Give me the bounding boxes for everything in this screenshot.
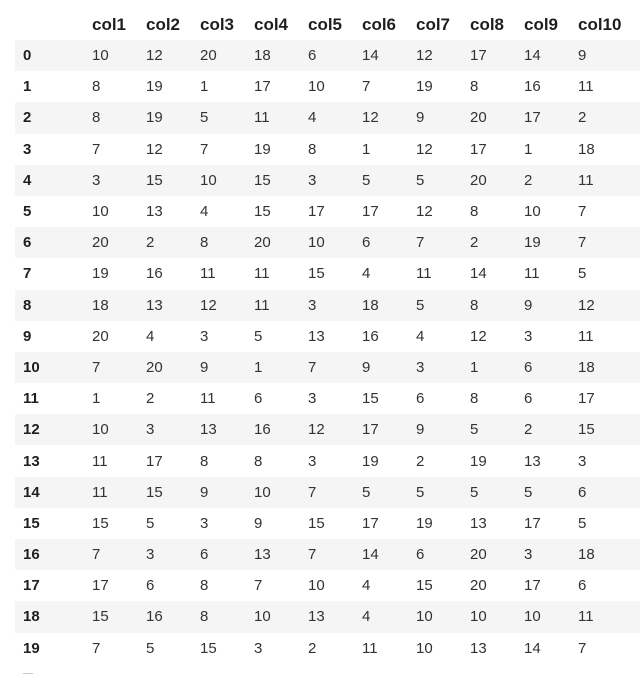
- cell-col8: 8: [470, 296, 479, 314]
- cell-col4: 15: [254, 203, 271, 221]
- cell-col5: 3: [308, 296, 317, 314]
- dataframe-table: [15, 9, 640, 664]
- cell-col8: 2: [470, 234, 479, 252]
- cell-col6: 19: [362, 452, 379, 470]
- table-row: [15, 258, 640, 289]
- cell-col4: 8: [254, 452, 263, 470]
- cell-col3: 12: [200, 296, 217, 314]
- cell-col9: 6: [524, 358, 533, 376]
- column-header-col6: col6: [362, 14, 397, 34]
- cell-col10: 5: [578, 265, 587, 283]
- cell-col1: 1: [92, 390, 101, 408]
- row-index: 2: [23, 109, 32, 127]
- table-row: [15, 601, 640, 632]
- cell-col3: 20: [200, 47, 217, 65]
- cell-col2: 13: [146, 203, 163, 221]
- dataframe-output: [15, 9, 640, 664]
- cell-col4: 5: [254, 327, 263, 345]
- cell-col8: 20: [470, 109, 487, 127]
- cell-col10: 7: [578, 639, 587, 657]
- table-body: [15, 40, 640, 664]
- cell-col7: 7: [416, 234, 425, 252]
- truncated-row-marker: [23, 673, 33, 677]
- row-index: 14: [23, 483, 40, 501]
- cell-col8: 13: [470, 514, 487, 532]
- table-row: [15, 445, 640, 476]
- header-row: [15, 9, 640, 40]
- cell-col2: 17: [146, 452, 163, 470]
- cell-col8: 19: [470, 452, 487, 470]
- cell-col1: 15: [92, 608, 109, 626]
- cell-col3: 15: [200, 639, 217, 657]
- cell-col7: 9: [416, 109, 425, 127]
- cell-col2: 15: [146, 483, 163, 501]
- table-row: [15, 633, 640, 664]
- cell-col7: 5: [416, 171, 425, 189]
- table-row: [15, 165, 640, 196]
- cell-col9: 10: [524, 203, 541, 221]
- row-index: 1: [23, 78, 32, 96]
- cell-col7: 15: [416, 577, 433, 595]
- cell-col5: 2: [308, 639, 317, 657]
- cell-col5: 12: [308, 421, 325, 439]
- row-index: 12: [23, 421, 40, 439]
- cell-col4: 10: [254, 608, 271, 626]
- cell-col2: 12: [146, 47, 163, 65]
- cell-col7: 12: [416, 140, 433, 158]
- column-header-col2: col2: [146, 14, 181, 34]
- cell-col6: 14: [362, 546, 379, 564]
- cell-col2: 19: [146, 109, 163, 127]
- cell-col10: 12: [578, 296, 595, 314]
- cell-col3: 3: [200, 514, 209, 532]
- cell-col6: 18: [362, 296, 379, 314]
- cell-col4: 16: [254, 421, 271, 439]
- cell-col3: 5: [200, 109, 209, 127]
- cell-col1: 15: [92, 514, 109, 532]
- cell-col9: 19: [524, 234, 541, 252]
- cell-col7: 3: [416, 358, 425, 376]
- cell-col3: 13: [200, 421, 217, 439]
- row-index: 16: [23, 546, 40, 564]
- truncated-next-row: [15, 666, 640, 677]
- table-row: [15, 383, 640, 414]
- cell-col6: 6: [362, 234, 371, 252]
- cell-col5: 10: [308, 234, 325, 252]
- cell-col7: 12: [416, 203, 433, 221]
- cell-col7: 19: [416, 78, 433, 96]
- row-index: 13: [23, 452, 40, 470]
- row-index: 17: [23, 577, 40, 595]
- table-row: [15, 570, 640, 601]
- table-row: [15, 40, 640, 71]
- cell-col2: 4: [146, 327, 155, 345]
- row-index: 6: [23, 234, 32, 252]
- cell-col1: 11: [92, 483, 108, 501]
- cell-col9: 11: [524, 265, 540, 283]
- cell-col8: 14: [470, 265, 487, 283]
- cell-col4: 18: [254, 47, 271, 65]
- cell-col1: 19: [92, 265, 109, 283]
- row-index: 10: [23, 358, 40, 376]
- cell-col9: 17: [524, 109, 541, 127]
- cell-col9: 17: [524, 514, 541, 532]
- cell-col10: 9: [578, 47, 587, 65]
- cell-col4: 10: [254, 483, 271, 501]
- row-index: 15: [23, 514, 40, 532]
- table-row: [15, 321, 640, 352]
- row-index: 3: [23, 140, 32, 158]
- cell-col1: 17: [92, 577, 109, 595]
- cell-col8: 20: [470, 171, 487, 189]
- cell-col7: 9: [416, 421, 425, 439]
- cell-col2: 13: [146, 296, 163, 314]
- cell-col4: 19: [254, 140, 271, 158]
- cell-col9: 14: [524, 639, 541, 657]
- cell-col10: 6: [578, 483, 587, 501]
- cell-col8: 8: [470, 390, 479, 408]
- column-header-col1: col1: [92, 14, 127, 34]
- cell-col1: 7: [92, 546, 101, 564]
- cell-col3: 11: [200, 390, 216, 408]
- cell-col7: 6: [416, 546, 425, 564]
- row-index: 0: [23, 47, 32, 65]
- cell-col2: 3: [146, 421, 155, 439]
- cell-col8: 5: [470, 483, 479, 501]
- column-header-col9: col9: [524, 14, 559, 34]
- cell-col6: 17: [362, 514, 379, 532]
- cell-col10: 17: [578, 390, 595, 408]
- cell-col5: 4: [308, 109, 317, 127]
- table-row: [15, 71, 640, 102]
- cell-col7: 12: [416, 47, 433, 65]
- cell-col4: 6: [254, 390, 263, 408]
- cell-col2: 3: [146, 546, 155, 564]
- cell-col3: 9: [200, 358, 209, 376]
- cell-col9: 14: [524, 47, 541, 65]
- cell-col2: 6: [146, 577, 155, 595]
- cell-col4: 13: [254, 546, 271, 564]
- cell-col4: 1: [254, 358, 263, 376]
- cell-col10: 15: [578, 421, 595, 439]
- cell-col2: 5: [146, 514, 155, 532]
- cell-col4: 20: [254, 234, 271, 252]
- cell-col4: 11: [254, 109, 270, 127]
- cell-col3: 9: [200, 483, 209, 501]
- cell-col7: 4: [416, 327, 425, 345]
- cell-col1: 11: [92, 452, 108, 470]
- cell-col9: 1: [524, 140, 533, 158]
- table-row: [15, 477, 640, 508]
- cell-col3: 8: [200, 608, 209, 626]
- cell-col5: 10: [308, 577, 325, 595]
- cell-col1: 18: [92, 296, 109, 314]
- cell-col5: 10: [308, 78, 325, 96]
- row-index: 19: [23, 639, 40, 657]
- cell-col6: 12: [362, 109, 379, 127]
- cell-col2: 20: [146, 358, 163, 376]
- cell-col1: 10: [92, 47, 109, 65]
- cell-col8: 8: [470, 203, 479, 221]
- cell-col10: 11: [578, 78, 594, 96]
- row-index: 7: [23, 265, 32, 283]
- table-row: [15, 352, 640, 383]
- cell-col1: 8: [92, 78, 101, 96]
- cell-col8: 10: [470, 608, 487, 626]
- cell-col6: 14: [362, 47, 379, 65]
- cell-col5: 15: [308, 265, 325, 283]
- table-row: [15, 508, 640, 539]
- cell-col7: 10: [416, 608, 433, 626]
- cell-col2: 19: [146, 78, 163, 96]
- row-index: 8: [23, 296, 32, 314]
- cell-col8: 20: [470, 546, 487, 564]
- column-header-col5: col5: [308, 14, 343, 34]
- cell-col2: 5: [146, 639, 155, 657]
- cell-col2: 12: [146, 140, 163, 158]
- table-row: [15, 102, 640, 133]
- cell-col10: 11: [578, 327, 594, 345]
- cell-col8: 12: [470, 327, 487, 345]
- cell-col5: 3: [308, 171, 317, 189]
- column-header-col10: col10: [578, 14, 622, 34]
- cell-col3: 1: [200, 78, 209, 96]
- row-index: 18: [23, 608, 40, 626]
- table-row: [15, 290, 640, 321]
- cell-col3: 7: [200, 140, 209, 158]
- cell-col10: 7: [578, 203, 587, 221]
- cell-col9: 5: [524, 483, 533, 501]
- cell-col5: 8: [308, 140, 317, 158]
- cell-col10: 6: [578, 577, 587, 595]
- table-row: [15, 539, 640, 570]
- cell-col9: 9: [524, 296, 533, 314]
- cell-col1: 10: [92, 203, 109, 221]
- cell-col1: 10: [92, 421, 109, 439]
- cell-col4: 15: [254, 171, 271, 189]
- cell-col6: 17: [362, 203, 379, 221]
- table-row: [15, 134, 640, 165]
- cell-col6: 15: [362, 390, 379, 408]
- cell-col1: 7: [92, 140, 101, 158]
- cell-col7: 19: [416, 514, 433, 532]
- cell-col10: 18: [578, 546, 595, 564]
- cell-col5: 7: [308, 483, 317, 501]
- cell-col4: 9: [254, 514, 263, 532]
- column-header-col8: col8: [470, 14, 505, 34]
- cell-col6: 4: [362, 265, 371, 283]
- cell-col4: 3: [254, 639, 263, 657]
- row-index: 9: [23, 327, 32, 345]
- cell-col1: 7: [92, 639, 101, 657]
- cell-col5: 3: [308, 390, 317, 408]
- cell-col3: 8: [200, 577, 209, 595]
- cell-col8: 17: [470, 140, 487, 158]
- cell-col8: 1: [470, 358, 479, 376]
- cell-col3: 4: [200, 203, 209, 221]
- row-index: 5: [23, 203, 32, 221]
- row-index: 4: [23, 171, 32, 189]
- cell-col6: 5: [362, 171, 371, 189]
- cell-col6: 4: [362, 608, 371, 626]
- cell-col9: 13: [524, 452, 541, 470]
- cell-col3: 3: [200, 327, 209, 345]
- cell-col7: 5: [416, 296, 425, 314]
- cell-col6: 11: [362, 639, 378, 657]
- cell-col5: 13: [308, 327, 325, 345]
- cell-col1: 20: [92, 234, 109, 252]
- cell-col6: 9: [362, 358, 371, 376]
- cell-col8: 17: [470, 47, 487, 65]
- cell-col6: 4: [362, 577, 371, 595]
- cell-col8: 8: [470, 78, 479, 96]
- cell-col10: 11: [578, 608, 594, 626]
- cell-col10: 5: [578, 514, 587, 532]
- cell-col9: 6: [524, 390, 533, 408]
- cell-col7: 2: [416, 452, 425, 470]
- cell-col8: 5: [470, 421, 479, 439]
- cell-col10: 18: [578, 358, 595, 376]
- cell-col9: 2: [524, 171, 533, 189]
- cell-col6: 16: [362, 327, 379, 345]
- cell-col3: 8: [200, 234, 209, 252]
- cell-col8: 20: [470, 577, 487, 595]
- cell-col4: 11: [254, 265, 270, 283]
- cell-col10: 18: [578, 140, 595, 158]
- cell-col6: 17: [362, 421, 379, 439]
- cell-col1: 7: [92, 358, 101, 376]
- cell-col1: 8: [92, 109, 101, 127]
- index-header: [15, 9, 90, 40]
- cell-col10: 7: [578, 234, 587, 252]
- cell-col7: 6: [416, 390, 425, 408]
- cell-col5: 17: [308, 203, 325, 221]
- column-header-col7: col7: [416, 14, 451, 34]
- cell-col7: 11: [416, 265, 432, 283]
- row-index: 11: [23, 390, 39, 408]
- cell-col5: 7: [308, 546, 317, 564]
- column-header-col4: col4: [254, 14, 289, 34]
- table-row: [15, 414, 640, 445]
- cell-col1: 3: [92, 171, 101, 189]
- cell-col5: 15: [308, 514, 325, 532]
- cell-col5: 3: [308, 452, 317, 470]
- column-header-col3: col3: [200, 14, 235, 34]
- cell-col5: 7: [308, 358, 317, 376]
- cell-col9: 16: [524, 78, 541, 96]
- cell-col6: 5: [362, 483, 371, 501]
- cell-col3: 10: [200, 171, 217, 189]
- table-row: [15, 227, 640, 258]
- cell-col10: 2: [578, 109, 587, 127]
- table-row: [15, 196, 640, 227]
- cell-col9: 10: [524, 608, 541, 626]
- cell-col9: 2: [524, 421, 533, 439]
- cell-col7: 10: [416, 639, 433, 657]
- cell-col2: 15: [146, 171, 163, 189]
- cell-col6: 1: [362, 140, 371, 158]
- cell-col10: 11: [578, 171, 594, 189]
- table-header: [15, 9, 640, 40]
- cell-col4: 7: [254, 577, 263, 595]
- cell-col1: 20: [92, 327, 109, 345]
- cell-col9: 3: [524, 546, 533, 564]
- cell-col2: 2: [146, 390, 155, 408]
- cell-col4: 11: [254, 296, 270, 314]
- cell-col2: 16: [146, 265, 163, 283]
- cell-col3: 6: [200, 546, 209, 564]
- cell-col4: 17: [254, 78, 271, 96]
- cell-col2: 2: [146, 234, 155, 252]
- cell-col5: 13: [308, 608, 325, 626]
- cell-col9: 17: [524, 577, 541, 595]
- cell-col3: 11: [200, 265, 216, 283]
- cell-col8: 13: [470, 639, 487, 657]
- cell-col2: 16: [146, 608, 163, 626]
- cell-col5: 6: [308, 47, 317, 65]
- cell-col9: 3: [524, 327, 533, 345]
- cell-col3: 8: [200, 452, 209, 470]
- cell-col6: 7: [362, 78, 371, 96]
- cell-col7: 5: [416, 483, 425, 501]
- cell-col10: 3: [578, 452, 587, 470]
